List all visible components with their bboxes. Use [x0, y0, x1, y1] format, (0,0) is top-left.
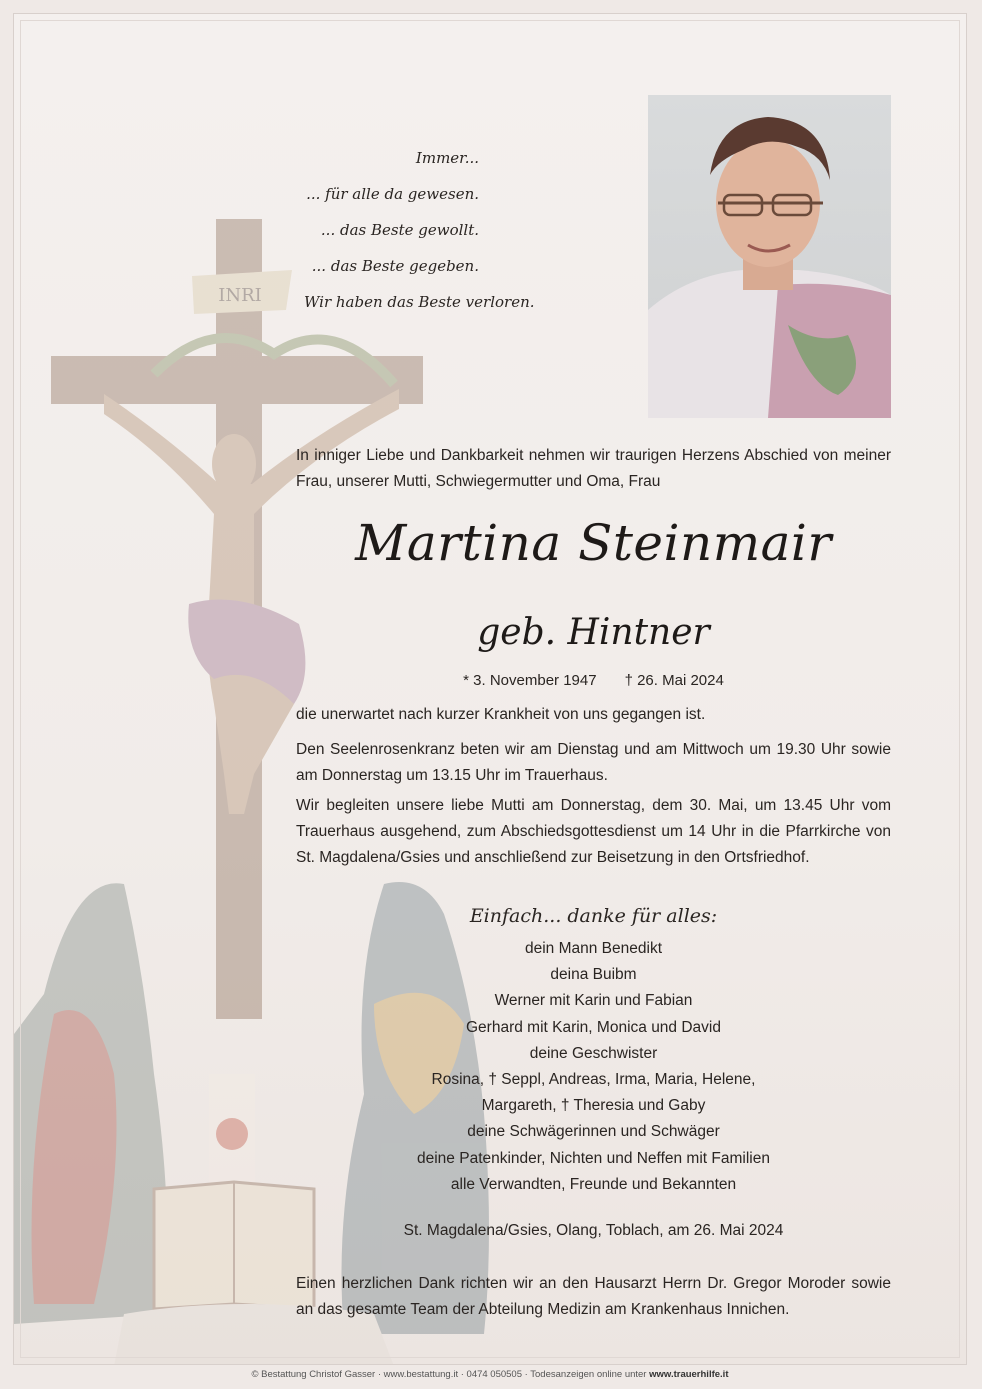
list-item: deine Geschwister — [529, 1044, 658, 1062]
poem-line: ... das Beste gewollt. — [320, 221, 479, 239]
list-item: deina Buibm — [550, 966, 637, 984]
obituary-card — [13, 13, 967, 1365]
list-item: Margareth, † Theresia und Gaby — [481, 1097, 706, 1115]
poem — [304, 140, 535, 320]
life-dates — [296, 670, 891, 692]
portrait-photo — [648, 95, 891, 418]
place-date: St. Magdalena/Gsies, Olang, Toblach, am 26. Mai 2024 — [403, 1222, 784, 1239]
closing-text: Einen herzlichen Dank richten wir an den Hausarzt Herrn Dr. Gregor Moroder sowie an das gesamte Team der Abteilung Medizin am Krankenhaus Innichen. — [296, 1275, 891, 1318]
list-item: Rosina, † Seppl, Andreas, Irma, Maria, Helene, — [431, 1071, 756, 1089]
list-item: Werner mit Karin und Fabian — [494, 992, 693, 1010]
funeral-text: Wir begleiten unsere liebe Mutti am Donnerstag, dem 30. Mai, um 13.45 Uhr vom Trauerhaus ausgehend, zum Abschiedsgottesdienst um 14 Uhr in die Pfarrkirche von St. Magdalena/Gsies und anschließend zur Beisetzung in den Ortsfriedhof. — [296, 797, 891, 866]
rosary-text: Den Seelenrosenkranz beten wir am Dienstag und am Mittwoch um 19.30 Uhr sowie am Donnerstag um 13.15 Uhr im Trauerhaus. — [296, 741, 891, 784]
list-item: alle Verwandten, Freunde und Bekannten — [450, 1175, 737, 1193]
poem-line: Immer... — [415, 149, 479, 167]
intro-text: In inniger Liebe und Dankbarkeit nehmen wir traurigen Herzens Abschied von meiner Frau, unserer Mutti, Schwiegermutter und Oma, Frau — [296, 447, 891, 490]
birth-name: geb. Hintner — [477, 612, 710, 653]
deceased-name: Martina Steinmair — [355, 514, 832, 572]
footer-link[interactable]: www.trauerhilfe.it — [649, 1369, 729, 1380]
poem-line: ... für alle da gewesen. — [306, 185, 479, 203]
birth-date: * 3. November 1947 — [463, 672, 597, 689]
list-item: dein Mann Benedikt — [524, 940, 662, 957]
poem-line: ... das Beste gegeben. — [311, 257, 479, 275]
passing-text: die unerwartet nach kurzer Krankheit von uns gegangen ist. — [296, 706, 706, 723]
footer — [13, 1368, 967, 1382]
footer-text: © Bestattung Christof Gasser · www.bestattung.it · 0474 050505 · Todesanzeigen online unter — [251, 1369, 650, 1380]
mourners-list — [296, 936, 891, 1198]
list-item: deine Patenkinder, Nichten und Neffen mit Familien — [417, 1149, 770, 1167]
list-item: Gerhard mit Karin, Monica und David — [465, 1018, 721, 1036]
poem-line: Wir haben das Beste verloren. — [304, 293, 535, 311]
list-item: deine Schwägerinnen und Schwäger — [467, 1123, 720, 1141]
thanks-heading: Einfach... danke für alles: — [469, 905, 718, 927]
inri-text: INRI — [218, 285, 262, 306]
death-date: † 26. Mai 2024 — [624, 672, 724, 689]
